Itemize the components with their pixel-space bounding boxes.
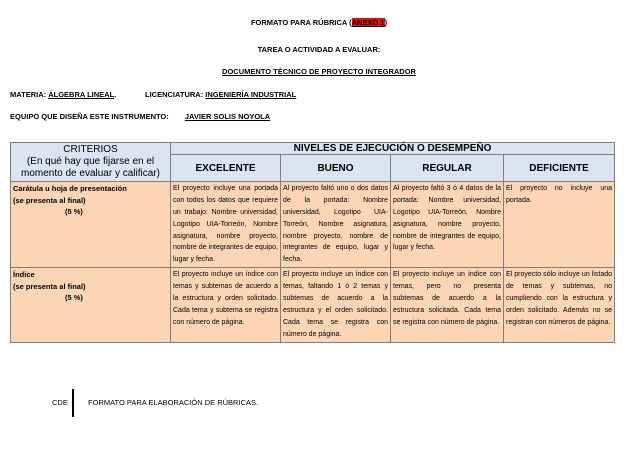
degree-value: INGENIERÍA INDUSTRIAL bbox=[205, 90, 297, 99]
level-regular: REGULAR bbox=[391, 155, 504, 182]
criterion-title: Carátula u hoja de presentación bbox=[13, 184, 127, 193]
level-excelente: EXCELENTE bbox=[171, 155, 281, 182]
team-line bbox=[10, 112, 270, 121]
level-cell: El proyecto incluye un índice con temas, faltando 1 ó 2 temas y subtemas de acuerdo a la estructura y el orden solicitado. Cada tema se registra con número de página. bbox=[281, 268, 391, 342]
level-cell: El proyecto sólo incluye un listado de temas y subtemas, no cumpliendo con la estructura y orden solicitado. Además no se registran con números de página. bbox=[504, 268, 615, 342]
criteria-header-line2: (En qué hay que fijarse en el bbox=[26, 156, 155, 167]
level-cell: El proyecto incluye una portada con todos los datos que requiere un trabajo: Nombre universidad, Logotipo UIA-Torreón, Nombre asignatura, nombre proyecto, nombre de integrantes de equipo, lugar y fecha. bbox=[171, 182, 281, 268]
level-cell: El proyecto incluye un índice con temas y subtemas de acuerdo a la estructura y orden solicitado. Cada tema y subtema se registra con número de página. bbox=[171, 268, 281, 342]
level-cell: El proyecto no incluye una portada. bbox=[504, 182, 615, 268]
footer-divider bbox=[72, 389, 74, 417]
criterion-cell bbox=[11, 268, 171, 342]
level-cell: Al proyecto faltó uno o dos datos de la portada: Nombre universidad, Logotipo UIA-Torreón, Nombre asignatura, nombre proyecto, nombre de integrantes de equipo, lugar y fecha. bbox=[281, 182, 391, 268]
footer-text: FORMATO PARA ELABORACIÓN DE RÚBRICAS. bbox=[88, 398, 259, 407]
table-row bbox=[11, 182, 615, 268]
criterion-cell bbox=[11, 182, 171, 268]
title-prefix: FORMATO PARA RÚBRICA ( bbox=[250, 18, 352, 27]
level-deficiente: DEFICIENTE bbox=[504, 155, 615, 182]
criterion-percent: (5 %) bbox=[65, 293, 83, 303]
criterion-detail: (se presenta al final) bbox=[13, 281, 86, 291]
document-title bbox=[0, 18, 638, 27]
level-cell: Al proyecto faltó 3 ó 4 datos de la portada: Nombre universidad, Logotipo UIA-Torreón, Nombre asignatura, nombre proyecto, nombre de integrantes de equipo, lugar y fecha. bbox=[391, 182, 504, 268]
team-value: JAVIER SOLIS NOYOLA bbox=[184, 112, 271, 121]
criteria-header bbox=[11, 143, 171, 182]
footer-code: CDE bbox=[52, 398, 68, 407]
task-value bbox=[0, 67, 638, 76]
subject-label: MATERIA: bbox=[10, 90, 47, 99]
task-value-text: DOCUMENTO TÉCNICO DE PROYECTO INTEGRADOR bbox=[222, 67, 416, 76]
subject-value: ÁLGEBRA LINEAL bbox=[48, 90, 115, 99]
subject-suffix: . bbox=[114, 90, 117, 99]
annex-highlight: ANEXO 1 bbox=[351, 18, 385, 27]
criteria-header-line1: CRITERIOS bbox=[63, 144, 118, 155]
team-label: EQUIPO QUE DISEÑA ESTE INSTRUMENTO: bbox=[10, 112, 169, 121]
criterion-title: Índice bbox=[13, 270, 35, 280]
degree-line bbox=[145, 90, 296, 99]
degree-label: LICENCIATURA: bbox=[145, 90, 204, 99]
level-cell: El proyecto incluye un índice con temas, pero no presenta subtemas de acuerdo a la estructura solicitada. Cada tema se registra con número de página. bbox=[391, 268, 504, 342]
task-label: TAREA O ACTIVIDAD A EVALUAR: bbox=[257, 45, 381, 54]
level-bueno: BUENO bbox=[281, 155, 391, 182]
rubric-table bbox=[10, 142, 615, 343]
subject-line bbox=[10, 90, 116, 99]
levels-header: NIVELES DE EJECUCIÓN O DESEMPEÑO bbox=[171, 143, 615, 155]
table-row bbox=[11, 268, 615, 342]
criterion-percent: (5 %) bbox=[65, 207, 83, 217]
criterion-detail: (se presenta al final) bbox=[13, 195, 86, 205]
title-suffix: ) bbox=[384, 18, 388, 27]
criteria-header-line3: momento de evaluar y calificar) bbox=[21, 168, 160, 179]
